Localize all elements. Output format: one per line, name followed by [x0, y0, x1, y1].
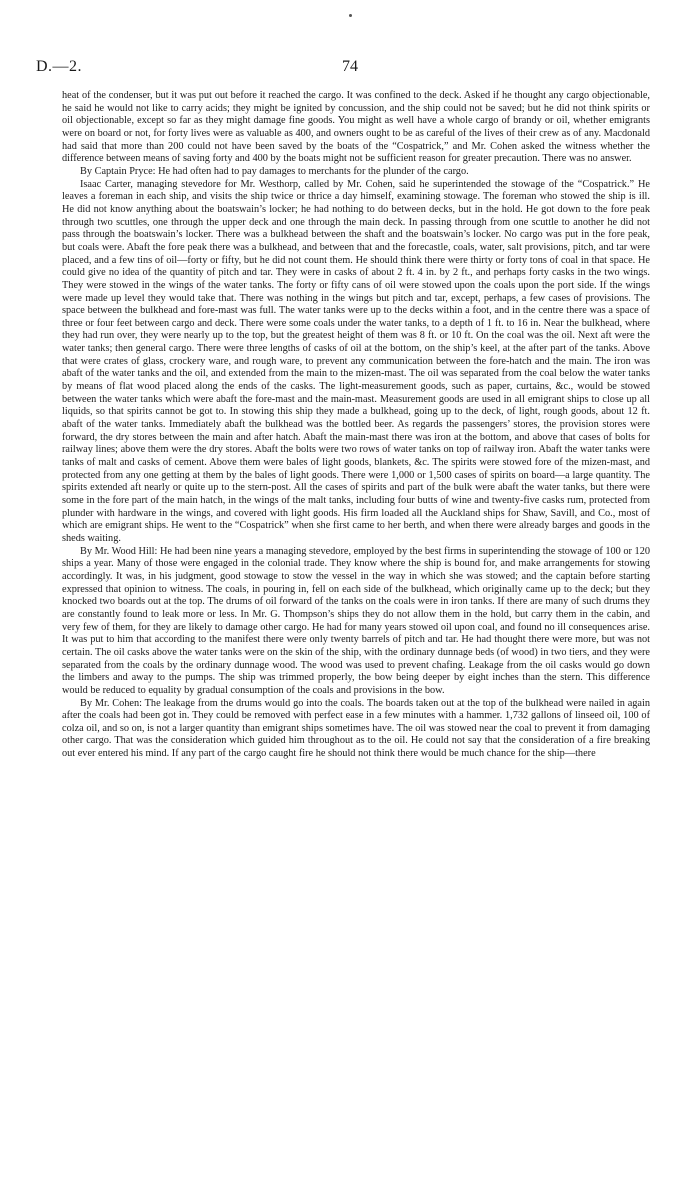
paragraph-continuation: heat of the condenser, but it was put out before it reached the cargo. It was confined to the deck. Asked if he thought any cargo objectionable, he said he would not like to carry acids; they might be ignited by concussion, and the ship could not be saved; but he did not think spirits or oil objectionable, except so far as they might damage fine goods. You might as well have a whole cargo of brandy or oil, whether emigrants were on board or not, for forty lives were as valuable as 400, and owners ought to be as careful of the lives of their crew as of any. Macdonald had said that more than 200 could not have been saved by the boats of the “Cospatrick,” and Mr. Cohen asked the witness whether the difference between means of saving forty and 400 by the boats might not be sufficient reason for greater precaution. There was no answer.: [62, 90, 650, 165]
speck-mark: [349, 14, 352, 17]
paragraph-isaac-carter: Isaac Carter, managing stevedore for Mr. Westhorp, called by Mr. Cohen, said he superintended the stowage of the “Cospatrick.” He leaves a foreman in each ship, and visits the ship twice or thrice a day himself, examining stowage. The foreman who stowed the ship is ill. He did not know anything about the boatswain’s locker; he had nothing to do between decks, but in the hold. He got down to the fore peak through two scuttles, one through the upper deck and one through the main deck. In passing through from one scuttle to another he did not pass through the boatswain’s locker. There was a bulkhead between the shaft and the boatswain’s locker. No cargo was put in the fore peak, but coals were. Abaft the fore peak there was a bulkhead, and between that and the forecastle, coals, water, salt provisions, pitch, and tar were placed, and a few tins of oil—forty or fifty, but he did not count them. He should think there were thirty or forty tons of coal in that space. He could give no idea of the quantity of pitch and tar. They were in casks of about 2 ft. 4 in. by 2 ft., and perhaps forty casks in the two wings. They were stowed in the wings of the water tanks. The forty or fifty cans of oil were stowed upon the coals upon the port side. If the wings were made up level they would take that. There was nothing in the wings but pitch and tar, except, perhaps, a few cases of provisions. The space between the bulkhead and fore-mast was full. The water tanks were up to the decks within a foot, and in the centre there was a space of three or four feet between cargo and deck. There were some coals under the water tanks, to a depth of 1 ft. to 16 in. Near the bulkhead, where they had run over, they were nearly up to the top, but the greatest height of them was 8 ft. or 10 ft. On the coal was the oil. Next aft were the water tanks; then general cargo. There were three lengths of casks of oil at the bottom, on the ship’s keel, at the after part of the tanks. Above that were crates of glass, crockery ware, and rough ware, to prevent any communication between the fore-hatch and the main. The iron was abaft of the water tanks and the oil, and extended from the main to the mizen-mast. The oil was separated from the coal below the water tanks by means of flat wood placed along the ends of the casks. The light-measurement goods, such as paper, curtains, &c., would be stowed between the water tanks which were abaft the fore-mast and the main-mast. Measurement goods are used in all emigrant ships to close up all liquids, so that spirits cannot be got to. In stowing this ship they made a bulkhead, going up to the deck, of light, rough goods, about 12 ft. abaft of the water tanks. Immediately abaft the bulkhead was the bottled beer. As regards the passengers’ stores, the provision stores were forward, the dry stores between the main and after hatch. Abaft the main-mast there was iron at the bottom, and above that cases of bolts for railway lines; above them were the dry stores. Abaft the bolts were two rows of water tanks on top of railway iron. Abaft the water tanks were tanks of malt and casks of cement. Above them were bales of light goods, blankets, &c. The spirits were stowed fore of the mizen-mast, and protected from any one getting at them by the bales of light goods. There were 1,000 or 1,500 cases of spirits on board—a large quantity. The spirits extended aft nearly or quite up to the stern-post. All the cases of spirits and part of the bulk were abaft the water tanks, but there were some in the fore part of the main hatch, in the wings of the malt tanks, including four butts of wine and twenty-five casks rum, protected from plunder with hardware in the wings, and covered with light goods. His firm loaded all the Auckland ships for Shaw, Savill, and Co., most of which are emigrant ships. He went to the “Cospatrick” when she first came to her berth, and when there were already barges and goods in the sheds waiting.: [62, 178, 650, 544]
paragraph-captain-pryce: By Captain Pryce: He had often had to pay damages to merchants for the plunder of the cargo.: [80, 165, 469, 177]
body-text: [62, 90, 650, 761]
paragraph-mr-cohen: By Mr. Cohen: The leakage from the drums would go into the coals. The boards taken out at the top of the bulkhead were nailed in again after the coals had been got in. They could be removed with perfect ease in a few minutes with a hammer. 1,732 gallons of linseed oil, 100 of colza oil, and so on, is not a larger quantity than emigrant ships sometimes have. The oil was stowed near the coal to prevent it from damaging other cargo. That was the consideration which guided him throughout as to the oil. He could not say that the consideration of a fire breaking out ever entered his mind. If any part of the cargo caught fire he should not think there would be much chance for the ship—there: [62, 697, 650, 760]
section-reference: D.—2.: [36, 58, 83, 75]
page-number: 74: [342, 58, 358, 75]
page-header: [36, 58, 664, 80]
paragraph-wood-hill: By Mr. Wood Hill: He had been nine years a managing stevedore, employed by the best firms in superintending the stowage of 100 or 120 ships a year. Many of those were engaged in the colonial trade. They know where the ship is bound for, and make arrangements for stowing accordingly. It was, in his judgment, good stowage to stow the vessel in the way in which she was stowed; and the captain before starting expressed that opinion to witness. The coals, in pouring in, fell on each side of the bulkhead, which originally came up to the deck; but they knocked two boards out at the top. The drums of oil forward of the tanks on the coals were in iron tanks. If there are many of such drums they are constantly found to leak more or less. In Mr. G. Thompson’s ships they do not allow them in the hold, but carry them in the cabin, and very few of them, for they are likely to damage other cargo. He had for many years stowed oil upon coal, and found no ill consequences arise. It was put to him that according to the manifest there were only twenty barrels of pitch and tar. He had thought there were more, but was not certain. The oil casks above the water tanks were on the skin of the ship, with the ordinary dunnage beds (of wood) in two tiers, and they were separated from the coals by the ordinary dunnage wood. The wood was used to prevent chafing. Leakage from the oil casks would go down the limbers and away to the pumps. The ship was trimmed properly, the bow being deeper by eight inches than the stern. This difference would be reduced to equality by gradual consumption of the coals and provisions in the bow.: [62, 545, 650, 696]
